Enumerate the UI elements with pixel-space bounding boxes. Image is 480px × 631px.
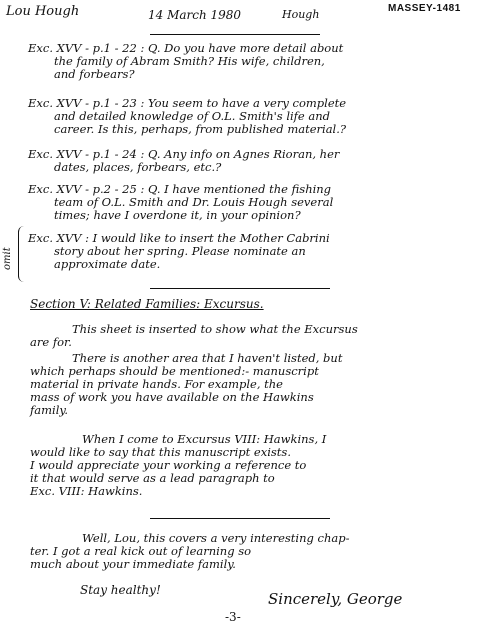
margin-note: omit — [2, 247, 13, 270]
closing-divider — [150, 518, 330, 519]
exchange-item — [28, 97, 346, 136]
paragraph-line: material in private hands. For example, the — [30, 377, 283, 391]
paragraph-line: This sheet is inserted to show what the Excursus — [72, 322, 358, 336]
exchange-line: team of O.L. Smith and Dr. Louis Hough several — [54, 195, 334, 209]
exchange-line: Exc. XVV - p.1 - 23 : You seem to have a very complete — [28, 96, 347, 110]
exchange-line: story about her spring. Please nominate an — [54, 244, 306, 258]
paragraph-line: it that would serve as a lead paragraph to — [30, 471, 275, 485]
exchange-line: and detailed knowledge of O.L. Smith's life and — [54, 109, 331, 123]
exchange-line: times; have I overdone it, in your opinion? — [54, 208, 301, 222]
section-paragraph — [30, 433, 326, 498]
closing-line: ter. I got a real kick out of learning so — [30, 544, 252, 558]
paragraph-line: which perhaps should be mentioned:- manuscript — [30, 364, 319, 378]
paragraph-line: Exc. VIII: Hawkins. — [30, 484, 143, 498]
closing-line: much about your immediate family. — [30, 557, 236, 571]
section-paragraph — [30, 352, 342, 417]
exchange-item — [28, 148, 339, 174]
exchange-line: approximate date. — [54, 257, 161, 271]
exchange-line: the family of Abram Smith? His wife, children, — [54, 54, 325, 68]
paragraph-line: mass of work you have available on the Hawkins — [30, 390, 314, 404]
closing-paragraph — [30, 532, 349, 571]
exchange-line: Exc. XVV - p.2 - 25 : Q. I have mentioned the fishing — [28, 182, 332, 196]
closing-line: Well, Lou, this covers a very interesting chap- — [82, 531, 350, 545]
section-paragraph — [30, 323, 358, 349]
section-divider — [150, 288, 330, 289]
exchange-item — [28, 42, 343, 81]
letter-date: 14 March 1980 — [148, 8, 242, 22]
author-name: Lou Hough — [6, 4, 80, 19]
section-title: Section V: Related Families: Excursus. — [30, 297, 264, 311]
recipient-name: Hough — [282, 8, 320, 21]
signature: Sincerely, George — [268, 590, 403, 608]
paragraph-line: are for. — [30, 335, 72, 349]
exchange-line: Exc. XVV - p.1 - 22 : Q. Do you have more detail about — [28, 41, 344, 55]
exchange-line: Exc. XVV : I would like to insert the Mother Cabrini — [28, 231, 330, 245]
paragraph-line: There is another area that I haven't listed, but — [72, 351, 343, 365]
paragraph-line: When I come to Excursus VIII: Hawkins, I — [82, 432, 327, 446]
page-number: -3- — [225, 610, 241, 624]
paragraph-line: I would appreciate your working a reference to — [30, 458, 307, 472]
header-divider — [150, 34, 320, 35]
exchange-line: Exc. XVV - p.1 - 24 : Q. Any info on Agnes Rioran, her — [28, 147, 340, 161]
paragraph-line: family. — [30, 403, 68, 417]
exchange-line: and forbears? — [54, 67, 135, 81]
sign-off: Stay healthy! — [80, 583, 161, 597]
exchange-line: career. Is this, perhaps, from published material.? — [54, 122, 347, 136]
exchange-item — [28, 183, 333, 222]
exchange-line: dates, places, forbears, etc.? — [54, 160, 222, 174]
margin-brace — [18, 226, 27, 282]
paragraph-line: would like to say that this manuscript exists. — [30, 445, 291, 459]
exchange-item — [28, 232, 330, 271]
reference-code: MASSEY-1481 — [388, 3, 461, 14]
